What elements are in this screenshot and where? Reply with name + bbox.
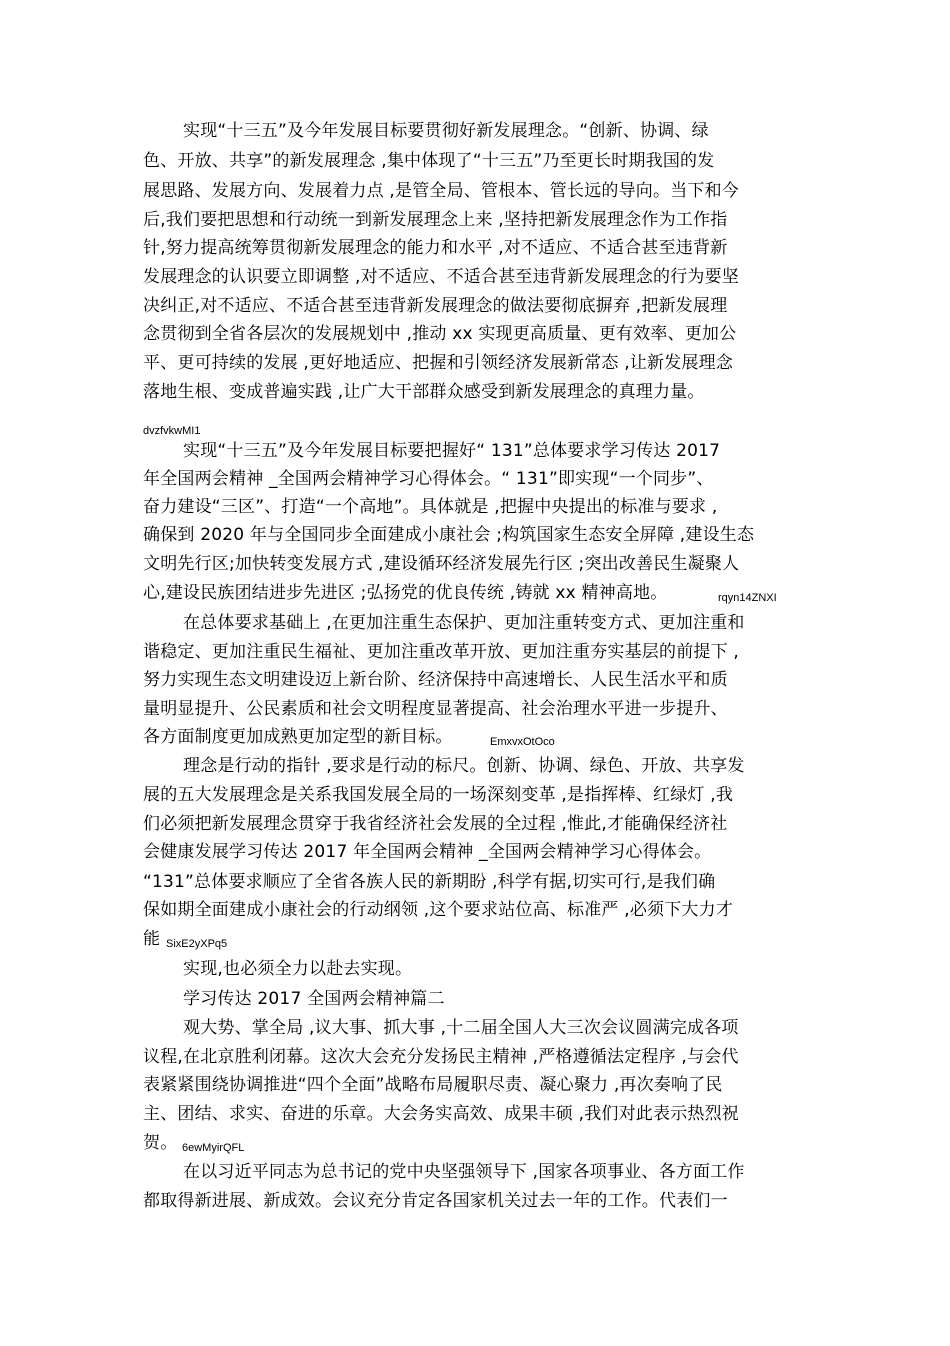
section-heading: 学习传达 2017 全国两会精神篇二 — [183, 989, 445, 1009]
paragraph-line: 量明显提升、公民素质和社会文明程度显著提高、社会治理水平进一步提升、 — [143, 699, 728, 719]
paragraph-line: 发展理念的认识要立即调整 ,对不适应、不适合甚至违背新发展理念的行为要坚 — [143, 267, 740, 287]
paragraph-line: 努力实现生态文明建设迈上新台阶、经济保持中高速增长、人民生活水平和质 — [143, 670, 728, 690]
paragraph-line: 针,努力提高统筹贯彻新发展理念的能力和水平 ,对不适应、不适合甚至违背新 — [143, 238, 728, 258]
paragraph-line: 平、更可持续的发展 ,更好地适应、把握和引领经济发展新常态 ,让新发展理念 — [143, 353, 734, 373]
paragraph-line: 都取得新进展、新成效。会议充分肯定各国家机关过去一年的工作。代表们一 — [143, 1191, 728, 1211]
paragraph-line: 后,我们要把思想和行动统一到新发展理念上来 ,坚持把新发展理念作为工作指 — [143, 210, 728, 230]
paragraph-line: 主、团结、求实、奋进的乐章。大会务实高效、成果丰硕 ,我们对此表示热烈祝 — [143, 1104, 740, 1124]
paragraph-line: 实现,也必须全力以赴去实现。 — [183, 959, 413, 979]
paragraph-line: 会健康发展学习传达 2017 年全国两会精神 _全国两会精神学习心得体会。 — [143, 842, 712, 862]
paragraph-line: 在以习近平同志为总书记的党中央坚强领导下 ,国家各项事业、各方面工作 — [183, 1162, 745, 1182]
paragraph-line: 展的五大发展理念是关系我国发展全局的一场深刻变革 ,是指挥棒、红绿灯 ,我 — [143, 785, 734, 805]
document-code: dvzfvkwMI1 — [143, 425, 201, 437]
paragraph-line: 文明先行区;加快转变发展方式 ,建设循环经济发展先行区 ;突出改善民生凝聚人 — [143, 554, 740, 574]
paragraph-line: 实现“十三五”及今年发展目标要贯彻好新发展理念。“创新、协调、绿 — [183, 121, 709, 141]
paragraph-line: 落地生根、变成普遍实践 ,让广大干部群众感受到新发展理念的真理力量。 — [143, 382, 705, 402]
paragraph-line: 色、开放、共享”的新发展理念 ,集中体现了“十三五”乃至更长时期我国的发 — [143, 151, 715, 171]
paragraph-line: 念贯彻到全省各层次的发展规划中 ,推动 xx 实现更高质量、更有效率、更加公 — [143, 324, 737, 344]
document-code: rqyn14ZNXI — [718, 592, 777, 604]
paragraph-line: 能 — [143, 929, 161, 949]
document-code: SixE2yXPq5 — [166, 938, 228, 950]
paragraph-line: 贺。 — [143, 1133, 178, 1153]
document-code: EmxvxOtOco — [490, 736, 555, 748]
paragraph-line: 实现“十三五”及今年发展目标要把握好“ 131”总体要求学习传达 2017 — [183, 441, 721, 461]
paragraph-line: 议程,在北京胜利闭幕。这次大会充分发扬民主精神 ,严格遵循法定程序 ,与会代 — [143, 1047, 739, 1067]
paragraph-line: 各方面制度更加成熟更加定型的新目标。 — [143, 727, 453, 747]
paragraph-line: 奋力建设“三区”、打造“一个高地”。具体就是 ,把握中央提出的标准与要求 , — [143, 497, 718, 517]
paragraph-line: 年全国两会精神 _全国两会精神学习心得体会。“ 131”即实现“一个同步”、 — [143, 469, 714, 489]
paragraph-line: 决纠正,对不适应、不适合甚至违背新发展理念的做法要彻底摒弃 ,把新发展理 — [143, 296, 728, 316]
document-code: 6ewMyirQFL — [182, 1142, 245, 1154]
paragraph-line: 们必须把新发展理念贯穿于我省经济社会发展的全过程 ,惟此,才能确保经济社 — [143, 814, 728, 834]
paragraph-line: 保如期全面建成小康社会的行动纲领 ,这个要求站位高、标准严 ,必须下大力才 — [143, 900, 734, 920]
paragraph-line: 心,建设民族团结进步先进区 ;弘扬党的优良传统 ,铸就 xx 精神高地。 — [143, 583, 668, 603]
paragraph-line: “131”总体要求顺应了全省各族人民的新期盼 ,科学有据,切实可行,是我们确 — [143, 872, 716, 892]
paragraph-line: 展思路、发展方向、发展着力点 ,是管全局、管根本、管长远的导向。当下和今 — [143, 181, 740, 201]
paragraph-line: 在总体要求基础上 ,在更加注重生态保护、更加注重转变方式、更加注重和 — [183, 613, 745, 633]
paragraph-line: 表紧紧围绕协调推进“四个全面”战略布局履职尽责、凝心聚力 ,再次奏响了民 — [143, 1075, 723, 1095]
paragraph-line: 谐稳定、更加注重民生福祉、更加注重改革开放、更加注重夯实基层的前提下 , — [143, 642, 740, 662]
paragraph-line: 理念是行动的指针 ,要求是行动的标尺。创新、协调、绿色、开放、共享发 — [183, 756, 745, 776]
paragraph-line: 观大势、掌全局 ,议大事、抓大事 ,十二届全国人大三次会议圆满完成各项 — [183, 1018, 739, 1038]
paragraph-line: 确保到 2020 年与全国同步全面建成小康社会 ;构筑国家生态安全屏障 ,建设生态 — [143, 525, 755, 545]
